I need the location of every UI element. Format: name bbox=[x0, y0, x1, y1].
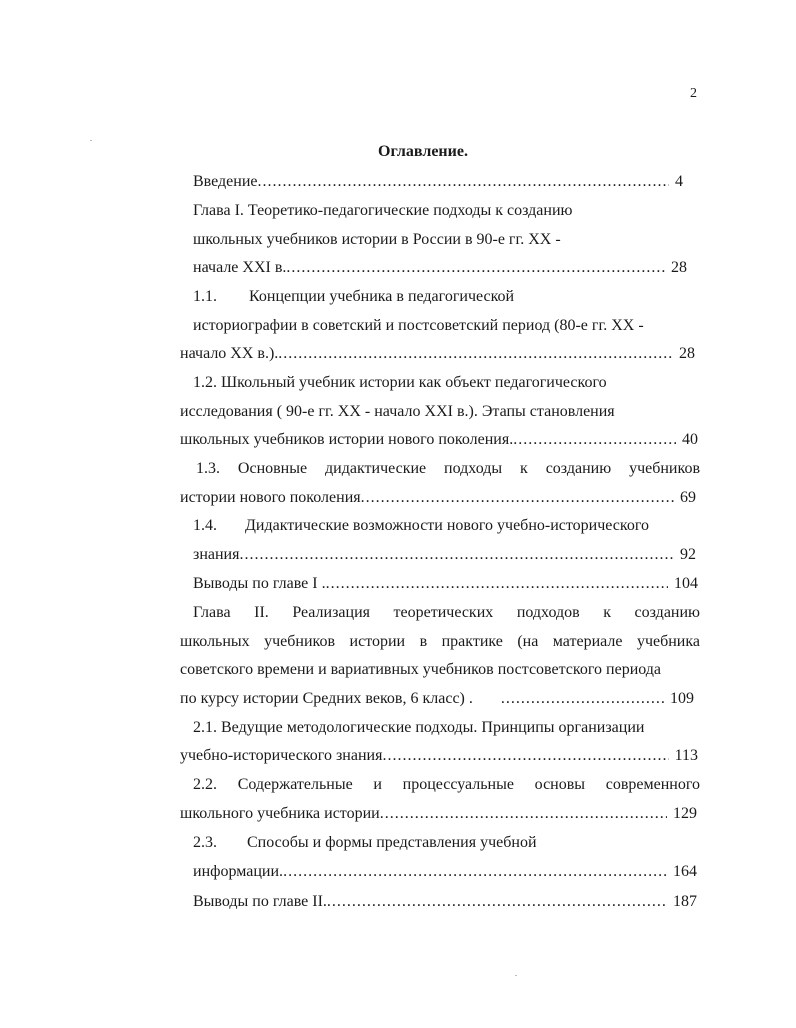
scan-speck bbox=[90, 140, 92, 141]
leader-dots bbox=[327, 892, 667, 912]
leader-dots bbox=[380, 804, 667, 824]
toc-entry-text: информации. bbox=[193, 863, 284, 880]
toc-page-number: 4 bbox=[675, 173, 683, 190]
toc-page-number: 40 bbox=[682, 431, 698, 448]
toc-entry-text: начало XX в.). bbox=[180, 345, 279, 362]
toc-entry-text: начале XXI в. bbox=[193, 259, 287, 276]
toc-entry-text: Выводы по главе I . bbox=[193, 575, 326, 592]
toc-entry-1-3-line2 bbox=[180, 488, 696, 508]
toc-entry-chapter1-line2: школьных учебников истории в России в 90-е гг. XX - bbox=[193, 231, 561, 248]
toc-page-number: 28 bbox=[679, 345, 695, 362]
toc-entry-2-1-line1: 2.1. Ведущие методологические подходы. Принципы организации bbox=[193, 719, 645, 736]
toc-page-number: 164 bbox=[673, 863, 697, 880]
leader-dots bbox=[258, 172, 670, 192]
leader-dots bbox=[382, 746, 668, 766]
toc-entry-intro bbox=[193, 172, 683, 192]
toc-entry-chapter2-line3: советского времени и вариативных учебников постсоветского периода bbox=[180, 661, 662, 678]
toc-title: Оглавление. bbox=[378, 143, 468, 160]
scan-speck bbox=[515, 975, 517, 976]
leader-dots bbox=[286, 258, 665, 278]
toc-entry-chapter2-line4 bbox=[180, 689, 694, 709]
toc-page-number: 92 bbox=[680, 546, 696, 563]
leader-dots bbox=[326, 574, 668, 594]
toc-entry-text: Способы и формы представления учебной bbox=[247, 834, 537, 851]
toc-page-number: 28 bbox=[671, 259, 687, 276]
leader-dots bbox=[473, 689, 664, 709]
toc-entry-text: по курсу истории Средних веков, 6 класс) . bbox=[180, 690, 473, 707]
toc-entry-text: истории нового поколения bbox=[180, 489, 361, 506]
toc-entry-2-3-line1 bbox=[193, 833, 537, 853]
toc-entry-2-2-line1: 2.2. Содержательные и процессуальные основы современного bbox=[193, 776, 700, 793]
toc-entry-1-2-line3 bbox=[180, 430, 698, 450]
page-number: 2 bbox=[690, 86, 697, 101]
leader-dots bbox=[239, 545, 674, 565]
toc-entry-chapter2-line2: школьных учебников истории в практике (на материале учебника bbox=[180, 633, 700, 650]
toc-entry-2-3-line2 bbox=[193, 862, 697, 882]
leader-dots bbox=[283, 862, 667, 882]
toc-entry-text: знания bbox=[193, 546, 240, 563]
toc-entry-1-1-line3 bbox=[180, 344, 695, 364]
leader-dots bbox=[513, 430, 676, 450]
toc-entry-1-1-line1 bbox=[193, 287, 514, 307]
toc-page-number: 109 bbox=[670, 690, 694, 707]
toc-entry-1-4-line2 bbox=[193, 545, 696, 565]
toc-entry-text: Выводы по главе II. bbox=[193, 893, 327, 910]
toc-entry-chapter2-line1: Глава II. Реализация теоретических подходов к созданию bbox=[193, 604, 700, 621]
toc-entry-2-1-line2 bbox=[180, 746, 698, 766]
toc-entry-2-2-line2 bbox=[180, 804, 697, 824]
toc-page-number: 129 bbox=[673, 805, 697, 822]
toc-entry-text: школьных учебников истории нового поколения. bbox=[180, 431, 514, 448]
toc-entry-1-2-line2: исследования ( 90-е гг. XX - начало XXI в.). Этапы становления bbox=[180, 403, 615, 420]
toc-entry-text: школьного учебника истории bbox=[180, 805, 380, 822]
toc-entry-chapter1-line1: Глава I. Теоретико-педагогические подходы к созданию bbox=[193, 202, 573, 219]
toc-entry-text: Дидактические возможности нового учебно-исторического bbox=[245, 517, 649, 534]
toc-page-number: 187 bbox=[673, 893, 697, 910]
toc-entry-chapter1-line3 bbox=[193, 258, 687, 278]
toc-entry-1-1-line2: историографии в советский и постсоветский период (80-е гг. XX - bbox=[193, 317, 644, 334]
toc-page-number: 113 bbox=[674, 747, 698, 764]
section-number: 1.1. bbox=[193, 288, 217, 305]
toc-entry-conclusions1 bbox=[193, 574, 698, 594]
toc-entry-1-4-line1 bbox=[193, 516, 649, 536]
toc-entry-text: Введение bbox=[193, 173, 258, 190]
toc-entry-text: учебно-исторического знания bbox=[180, 747, 383, 764]
section-number: 2.3. bbox=[193, 834, 217, 851]
toc-entry-text: Концепции учебника в педагогической bbox=[249, 288, 515, 305]
toc-page-number: 69 bbox=[680, 489, 696, 506]
toc-entry-conclusions2 bbox=[193, 892, 697, 912]
toc-entry-1-3-line1: 1.3. Основные дидактические подходы к созданию учебников bbox=[196, 460, 700, 477]
section-number: 1.4. bbox=[193, 517, 217, 534]
toc-entry-1-2-line1: 1.2. Школьный учебник истории как объект педагогического bbox=[193, 374, 607, 391]
leader-dots bbox=[361, 488, 674, 508]
toc-page-number: 104 bbox=[674, 575, 698, 592]
leader-dots bbox=[278, 344, 673, 364]
